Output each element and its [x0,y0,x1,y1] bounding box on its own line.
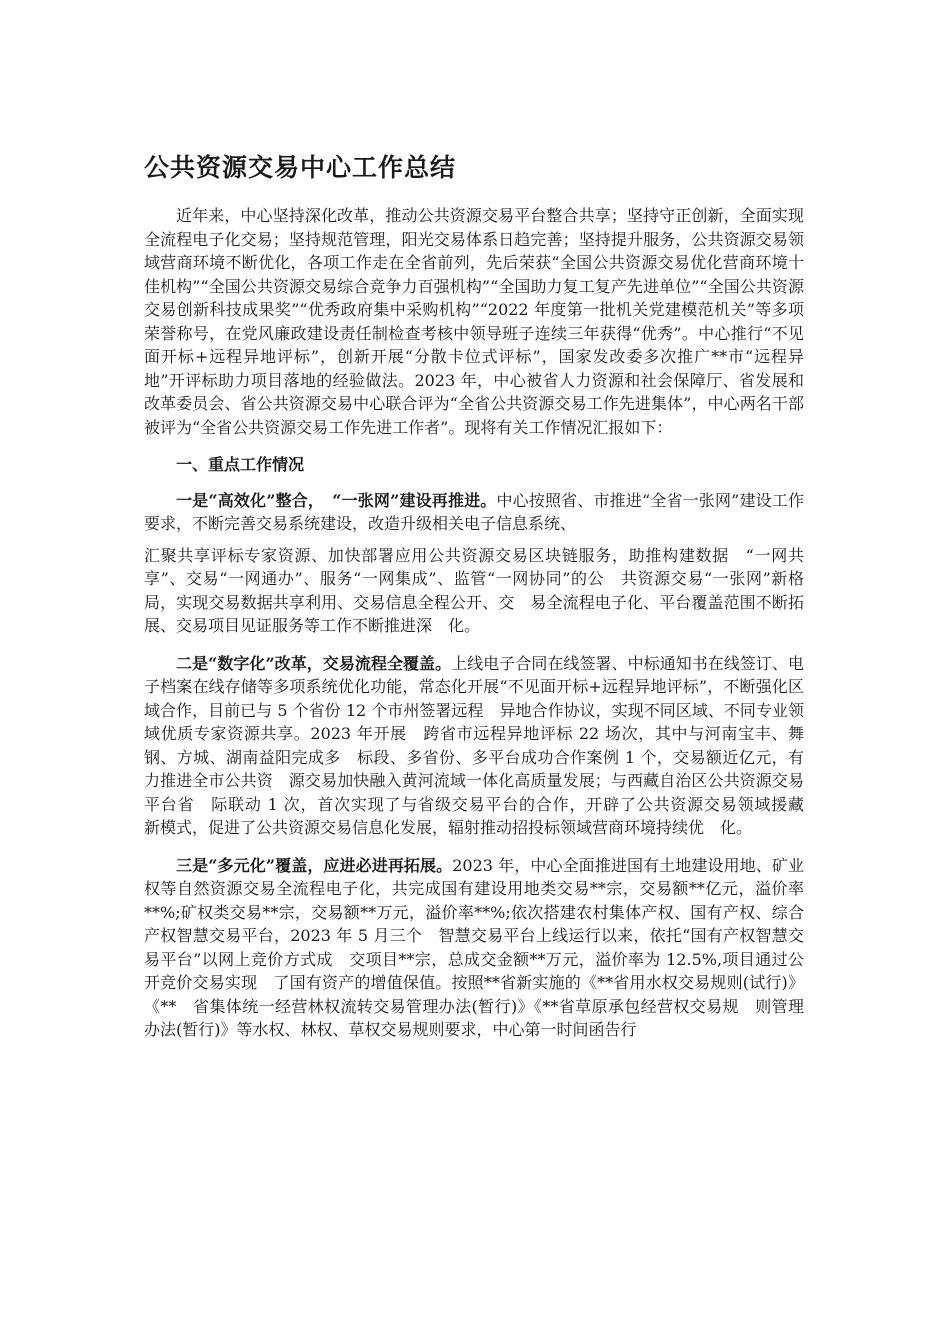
paragraph-1 [144,489,804,536]
paragraph-2-body: 上线电子合同在线签署、中标通知书在线签订、电子档案在线存储等多项系统优化功能，常态化开展“不见面开标+远程异地评标”，不断强化区域合作，目前已与 5 个省份 12 个市州签署远程 异地合作协议，实现不同区域、不同专业领域优质专家资源共享。2023 年开展 跨省市远程异地评标 22 场次，其中与河南宝丰、舞钢、方城、湖南益阳完成多 标段、多省份、多平台成功合作案例 1 个，交易额近亿元，有力推进全市公共资 源交易加快融入黄河流域一体化高质量发展；与西藏自治区公共资源交易平台省 际联动 1 次，首次实现了与省级交易平台的合作，开辟了公共资源交易领域援藏 新模式，促进了公共资源交易信息化发展，辐射推动招投标领域营商环境持续优 化。 [144,653,821,837]
section-heading: 一、重点工作情况 [176,455,305,474]
paragraph-2 [144,652,821,840]
paragraph-2-lead: 二是“数字化”改革，交易流程全覆盖。 [176,653,452,673]
paragraph-3-body: 2023 年，中心全面推进国有土地建设用地、矿业权等自然资源交易全流程电子化，共完成国有建设用地类交易**宗，交易额**亿元，溢价率**%;矿权类交易**宗，交易额**万元，溢价率**%;依次搭建农村集体产权、国有产权、综合产权智慧交易平台，2023 年 5 月三个 智慧交易平台上线运行以来，依托“国有产权智慧交易平台”以网上竞价方式成 交项目**宗，总成交金额**万元，溢价率为 12.5%,项目通过公开竞价交易实现 了国有资产的增值保值。按照**省新实施的《**省用水权交易规则(试行)》《** 省集体统一经营林权流转交易管理办法(暂行)》《**省草原承包经营权交易规 则管理办法(暂行)》等水权、林权、草权交易规则要求，中心第一时间函告行 [144,855,804,1039]
document-title: 公共资源交易中心工作总结 [144,153,457,182]
paragraph-1-lead: 一是“高效化”整合， “一张网”建设再推进。 [176,490,497,510]
intro-paragraph: 近年来，中心坚持深化改革，推动公共资源交易平台整合共享；坚持守正创新，全面实现全流程电子化交易；坚持规范管理，阳光交易体系日趋完善；坚持提升服务，公共资源交易领域营商环境不断优化，各项工作走在全省前列，先后荣获“全国公共资源交易优化营商环境十佳机构”“全国公共资源交易综合竞争力百强机构”“全国助力复工复产先进单位”“全国公共资源交易创新科技成果奖”“优秀政府集中采购机构”“2022 年度第一批机关党建模范机关”等多项荣誉称号，在党风廉政建设责任制检查考核中领导班子连续三年获得“优秀”。中心推行“不见面开标+远程异地评标”，创新开展“分散卡位式评标”，国家发改委多次推广**市“远程异地”开评标助力项目落地的经验做法。2023 年，中心被省人力资源和社会保障厅、省发展和改革委员会、省公共资源交易中心联合评为“全省公共资源交易工作先进集体”，中心两名干部被评为“全省公共资源交易工作先进工作者”。现将有关工作情况汇报如下： [144,206,804,437]
document-page [144,150,821,1042]
paragraph-1-body: 中心按照省、市推进“全省一张网”建设工作要求，不断完善交易系统建设，改造升级相关电子信息系统、 [144,490,804,533]
paragraph-3-lead: 三是“多元化”覆盖，应进必进再拓展。 [176,855,453,875]
paragraph-3 [144,854,804,1042]
paragraph-1-continued: 汇聚共享评标专家资源、加快部署应用公共资源交易区块链服务，助推构建数据 “一网共享”、交易“一网通办”、服务“一网集成”、监管“一网协同”的公 共资源交易“一张网”新格局，实现交易数据共享利用、交易信息全程公开、交 易全流程电子化、平台覆盖范围不断拓展、交易项目见证服务等工作不断推进深 化。 [144,545,804,635]
